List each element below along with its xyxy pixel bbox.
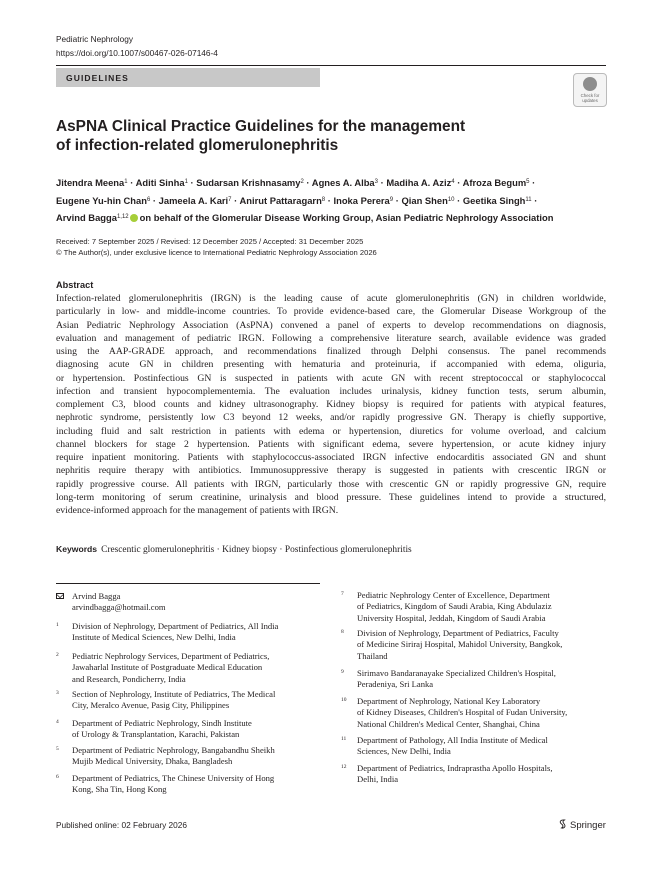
affiliation-text bbox=[72, 651, 269, 685]
affiliation-text bbox=[357, 696, 567, 730]
affiliation-item bbox=[56, 651, 316, 685]
keywords bbox=[56, 544, 412, 555]
affiliation-line: Pediatric Nephrology Center of Excellence, Department bbox=[357, 590, 550, 600]
correspondence-name: Arvind Bagga bbox=[72, 591, 121, 601]
author-affiliation-sup: 11 bbox=[525, 196, 532, 203]
abstract-line: require inpatient monitoring. Patients with staphylococcus-associated IRGN infective endocarditis associated GN and shunt bbox=[56, 452, 606, 463]
article-title bbox=[56, 117, 576, 155]
affiliation-item bbox=[56, 773, 316, 796]
doi-link[interactable]: https://doi.org/10.1007/s00467-026-07146-4 bbox=[56, 48, 218, 58]
affiliation-text bbox=[357, 668, 556, 691]
correspondence-text bbox=[72, 591, 166, 614]
affiliation-line: Division of Nephrology, Department of Pediatrics, All India bbox=[72, 621, 279, 631]
affiliation-line: Thailand bbox=[357, 650, 388, 661]
affiliation-number: 2 bbox=[56, 652, 59, 658]
author-name: Inoka Perera bbox=[333, 194, 390, 206]
affiliation-line: Mujib Medical University, Dhaka, Bangladesh bbox=[72, 756, 233, 767]
affiliation-line: of Pediatrics, Kingdom of Saudi Arabia, King Abdulaziz bbox=[357, 601, 552, 612]
publisher-logo bbox=[558, 819, 606, 831]
affiliation-line: City, Meralco Avenue, Pasig City, Philippines bbox=[72, 700, 230, 711]
section-label: GUIDELINES bbox=[66, 73, 129, 83]
affiliation-number: 7 bbox=[341, 591, 344, 597]
author-affiliation-sup: 10 bbox=[447, 196, 455, 203]
author-affiliation-sup: 6 bbox=[146, 196, 151, 203]
affiliation-text bbox=[72, 773, 274, 796]
author-affiliation-sup: 4 bbox=[451, 179, 455, 185]
affiliation-text bbox=[72, 745, 275, 768]
affiliation-text bbox=[72, 621, 278, 644]
authors-suffix: on behalf of the Glomerular Disease Working Group, Asian Pediatric Nephrology Association bbox=[139, 212, 554, 223]
springer-logo-icon bbox=[558, 819, 567, 829]
affiliation-item bbox=[341, 735, 606, 758]
affiliation-item bbox=[56, 745, 316, 768]
affiliation-line: Sirimavo Bandaranayake Specialized Children's Hospital, bbox=[357, 668, 556, 678]
published-date: Published online: 02 February 2026 bbox=[56, 820, 187, 830]
affiliation-text bbox=[72, 689, 275, 712]
affiliation-number: 1 bbox=[56, 622, 59, 628]
author-affiliation-sup: 8 bbox=[321, 196, 326, 203]
affiliation-text bbox=[357, 628, 562, 662]
author-affiliation-sup: 7 bbox=[228, 196, 232, 203]
affiliation-line: Kong, Sha Tin, Hong Kong bbox=[72, 784, 167, 795]
author-affiliation-sup: 1,12 bbox=[116, 214, 129, 220]
check-for-updates-icon[interactable] bbox=[573, 73, 607, 107]
author-name: Afroza Begum bbox=[462, 177, 527, 188]
affiliation-line: Institute of Medical Sciences, New Delhi, India bbox=[72, 632, 236, 643]
check-for-updates-text bbox=[574, 93, 606, 103]
affiliation-line: Peradeniya, Sri Lanka bbox=[357, 679, 434, 690]
affiliation-item bbox=[341, 696, 606, 730]
mail-icon bbox=[56, 593, 64, 599]
affiliation-item bbox=[341, 668, 606, 691]
author-affiliation-sup: 3 bbox=[374, 179, 378, 185]
affiliation-line: Pediatric Nephrology Services, Department of Pediatrics, bbox=[72, 651, 270, 661]
author-list: Jitendra Meena$^1$ · Aditi Sinha$^1$ · Sudarsan Krishnasamy$^2$ · Agnes A. Alba$^3$ · Madiha A. Aziz$^4$ · Afroza Begum$^5$ · Eugene Yu-hin Chan$^6$ · Jameela A. Kari$^7$ · Anirut Pattaragarn$^8$ · Inoka Perera$^9$ · Qian Shen$^{10}$ · Geetika Singh$^{11}$ · Arvind Bagga$^{1,12}$ on behalf of the Glomerular Disease Working Group, Asian Pediatric Nephrology Association bbox=[56, 177, 554, 223]
affiliation-line: National Children's Medical Center, Shanghai, China bbox=[357, 718, 540, 729]
abstract-line: particularly in low- and middle-income countries. To provide evidence-based care, the Glomerular Disease Workgroup of the bbox=[56, 306, 606, 318]
affiliation-number: 10 bbox=[341, 697, 347, 703]
affiliation-number: 11 bbox=[341, 736, 347, 742]
article-dates: Received: 7 September 2025 / Revised: 12 December 2025 / Accepted: 31 December 2025 bbox=[56, 237, 364, 246]
author-name: Madiha A. Aziz bbox=[386, 177, 452, 188]
abstract-line: channel blockers for stage 2 hypertension. Patients with significant edema, severe hypertension, or acute kidney injury bbox=[56, 438, 606, 450]
author-affiliation-sup: 1 bbox=[184, 179, 188, 185]
abstract-line: evaluation and management of pediatric IRGN. Following a comprehensive literature search, available evidence was graded bbox=[56, 332, 606, 344]
affiliation-item bbox=[56, 718, 316, 741]
keywords-label: Keywords bbox=[56, 544, 98, 554]
affiliation-number: 8 bbox=[341, 629, 344, 635]
affiliation-number: 3 bbox=[56, 690, 59, 696]
author-name: Jameela A. Kari bbox=[158, 194, 229, 206]
affiliation-line: Department of Pediatric Nephrology, Bangabandhu Sheikh bbox=[72, 745, 275, 755]
affiliation-line: of Kidney Diseases, Children's Hospital of Fudan University, bbox=[357, 707, 568, 718]
affiliation-line: of Medicine Siriraj Hospital, Mahidol University, Bangkok, bbox=[357, 639, 563, 650]
affiliation-line: and Research, Pondicherry, India bbox=[72, 673, 186, 684]
abstract-line: long-term monitoring of serum creatinine, urinalysis and blood pressure. These guidelines intend to provide a structured, bbox=[56, 491, 606, 503]
affiliation-number: 4 bbox=[56, 719, 59, 725]
affiliation-line: Jawaharlal Institute of Postgraduate Medical Education bbox=[72, 662, 263, 673]
abstract-line: nephritis require therapy with antibiotics. Immunosuppressive therapy is suggested in patients with crescentic IRGN or bbox=[56, 465, 606, 477]
affiliation-number: 5 bbox=[56, 746, 59, 752]
author-name: Geetika Singh bbox=[462, 194, 526, 206]
author-name: Agnes A. Alba bbox=[311, 177, 375, 188]
affiliation-line: Sciences, New Delhi, India bbox=[357, 746, 451, 757]
author-name: Aditi Sinha bbox=[135, 177, 185, 188]
keywords-text: Crescentic glomerulonephritis · Kidney biopsy · Postinfectious glomerulonephritis bbox=[101, 545, 412, 555]
affiliation-text bbox=[72, 718, 252, 741]
affiliation-line: Delhi, India bbox=[357, 774, 399, 785]
affiliation-item bbox=[341, 628, 606, 662]
affiliation-line: Division of Nephrology, Department of Pediatrics, Faculty bbox=[357, 628, 559, 638]
journal-name: Pediatric Nephrology bbox=[56, 34, 134, 44]
title-line-1: AsPNA Clinical Practice Guidelines for the management bbox=[56, 118, 466, 135]
abstract-line: infection and transient hypocomplementemia. The evaluation includes urinalysis, kidney function tests, serum albumin, bbox=[56, 385, 606, 397]
affiliation-item bbox=[341, 763, 606, 786]
affiliation-number: 9 bbox=[341, 669, 344, 675]
affiliation-item bbox=[56, 689, 316, 712]
author-name: Qian Shen bbox=[401, 194, 448, 206]
orcid-icon[interactable] bbox=[130, 214, 138, 222]
author-affiliation-sup: 2 bbox=[300, 179, 304, 185]
affiliation-line: Department of Nephrology, National Key Laboratory bbox=[357, 696, 541, 706]
abstract-line: Infection-related glomerulonephritis (IRGN) is the leading cause of acute glomerulonephritis (GN) in children worldwide, bbox=[56, 293, 606, 304]
badge-line2: updates bbox=[582, 98, 598, 103]
affiliation-line: of Urology & Transplantation, Karachi, Pakistan bbox=[72, 729, 240, 740]
abstract-line: using the AAP-GRADE approach, and recommendations finalized through Delphi consensus. The panel recommends bbox=[56, 346, 606, 357]
badge-line1: Check for bbox=[580, 93, 600, 98]
affiliation-text bbox=[357, 590, 552, 624]
affiliation-line: Section of Nephrology, Institute of Pediatrics, The Medical bbox=[72, 689, 276, 699]
author-name: Sudarsan Krishnasamy bbox=[196, 177, 301, 188]
author-name: Jitendra Meena bbox=[56, 177, 125, 188]
author-affiliation-sup: 9 bbox=[389, 196, 394, 203]
affiliation-item bbox=[56, 621, 316, 644]
author-affiliation-sup: 1 bbox=[124, 179, 128, 185]
footnote-rule bbox=[56, 583, 320, 584]
abstract-line: diagnosing acute GN in children presenting with hematuria and proteinuria, if accompanied with edema, oliguria, bbox=[56, 359, 606, 371]
affiliation-number: 6 bbox=[56, 774, 59, 780]
affiliation-line: University Hospital, Jeddah, Kingdom of Saudi Arabia bbox=[357, 612, 546, 623]
affiliation-text bbox=[357, 735, 548, 758]
author-name: Arvind Bagga bbox=[56, 212, 117, 223]
copyright-notice: © The Author(s), under exclusive licence to International Pediatric Nephrology Association 2026 bbox=[56, 248, 377, 257]
author-affiliation-sup: 5 bbox=[526, 179, 530, 185]
abstract-line: Asian Pediatric Nephrology Association (AsPNA) convened a panel of experts to develop recommendations on diagnosis, bbox=[56, 319, 606, 331]
affiliation-line: Department of Pediatrics, The Chinese University of Hong bbox=[72, 773, 275, 783]
abstract-line: rapidly progressive course. All patients with IRGN, particularly those with crescentic GN or rapidly progressive GN, require bbox=[56, 478, 606, 490]
affiliation-line: Department of Pathology, All India Institute of Medical bbox=[357, 735, 548, 745]
publisher-name: Springer bbox=[570, 820, 606, 831]
header-rule bbox=[56, 65, 606, 66]
abstract-line: including fluid and salt restriction in patients with edema or hypertension, diuretics for volume overload, and calcium bbox=[56, 425, 606, 437]
affiliation-number: 12 bbox=[341, 764, 347, 770]
check-for-updates-circle bbox=[583, 77, 597, 91]
abstract-line: evidence-informed approach for the management of patients with IRGN. bbox=[56, 505, 339, 516]
affiliation-line: Department of Pediatrics, Indraprastha Apollo Hospitals, bbox=[357, 763, 553, 773]
affiliation-item bbox=[341, 590, 606, 624]
correspondence-email[interactable]: arvindbagga@hotmail.com bbox=[72, 602, 166, 613]
author-name: Eugene Yu-hin Chan bbox=[56, 194, 147, 206]
abstract-line: complement C3, blood counts and kidney ultrasonography. Kidney biopsy is required for patients with atypical features, bbox=[56, 399, 606, 410]
correspondence bbox=[56, 591, 316, 617]
title-line-2: of infection-related glomerulonephritis bbox=[56, 137, 339, 154]
abstract-line: nephrotic syndrome, persistently low C3 beyond 12 weeks, and/or rapidly progressive GN. Therapy is chiefly supportive, bbox=[56, 412, 606, 424]
author-name: Anirut Pattaragarn bbox=[239, 194, 322, 206]
abstract-body bbox=[56, 292, 606, 517]
abstract-line: or hypertension. Postinfectious GN is suspected in patients with acute GN with recent streptococcal or staphylococcal bbox=[56, 372, 606, 384]
affiliation-line: Department of Pediatric Nephrology, Sindh Institute bbox=[72, 718, 252, 728]
abstract-heading: Abstract bbox=[56, 280, 94, 290]
affiliation-text bbox=[357, 763, 552, 786]
